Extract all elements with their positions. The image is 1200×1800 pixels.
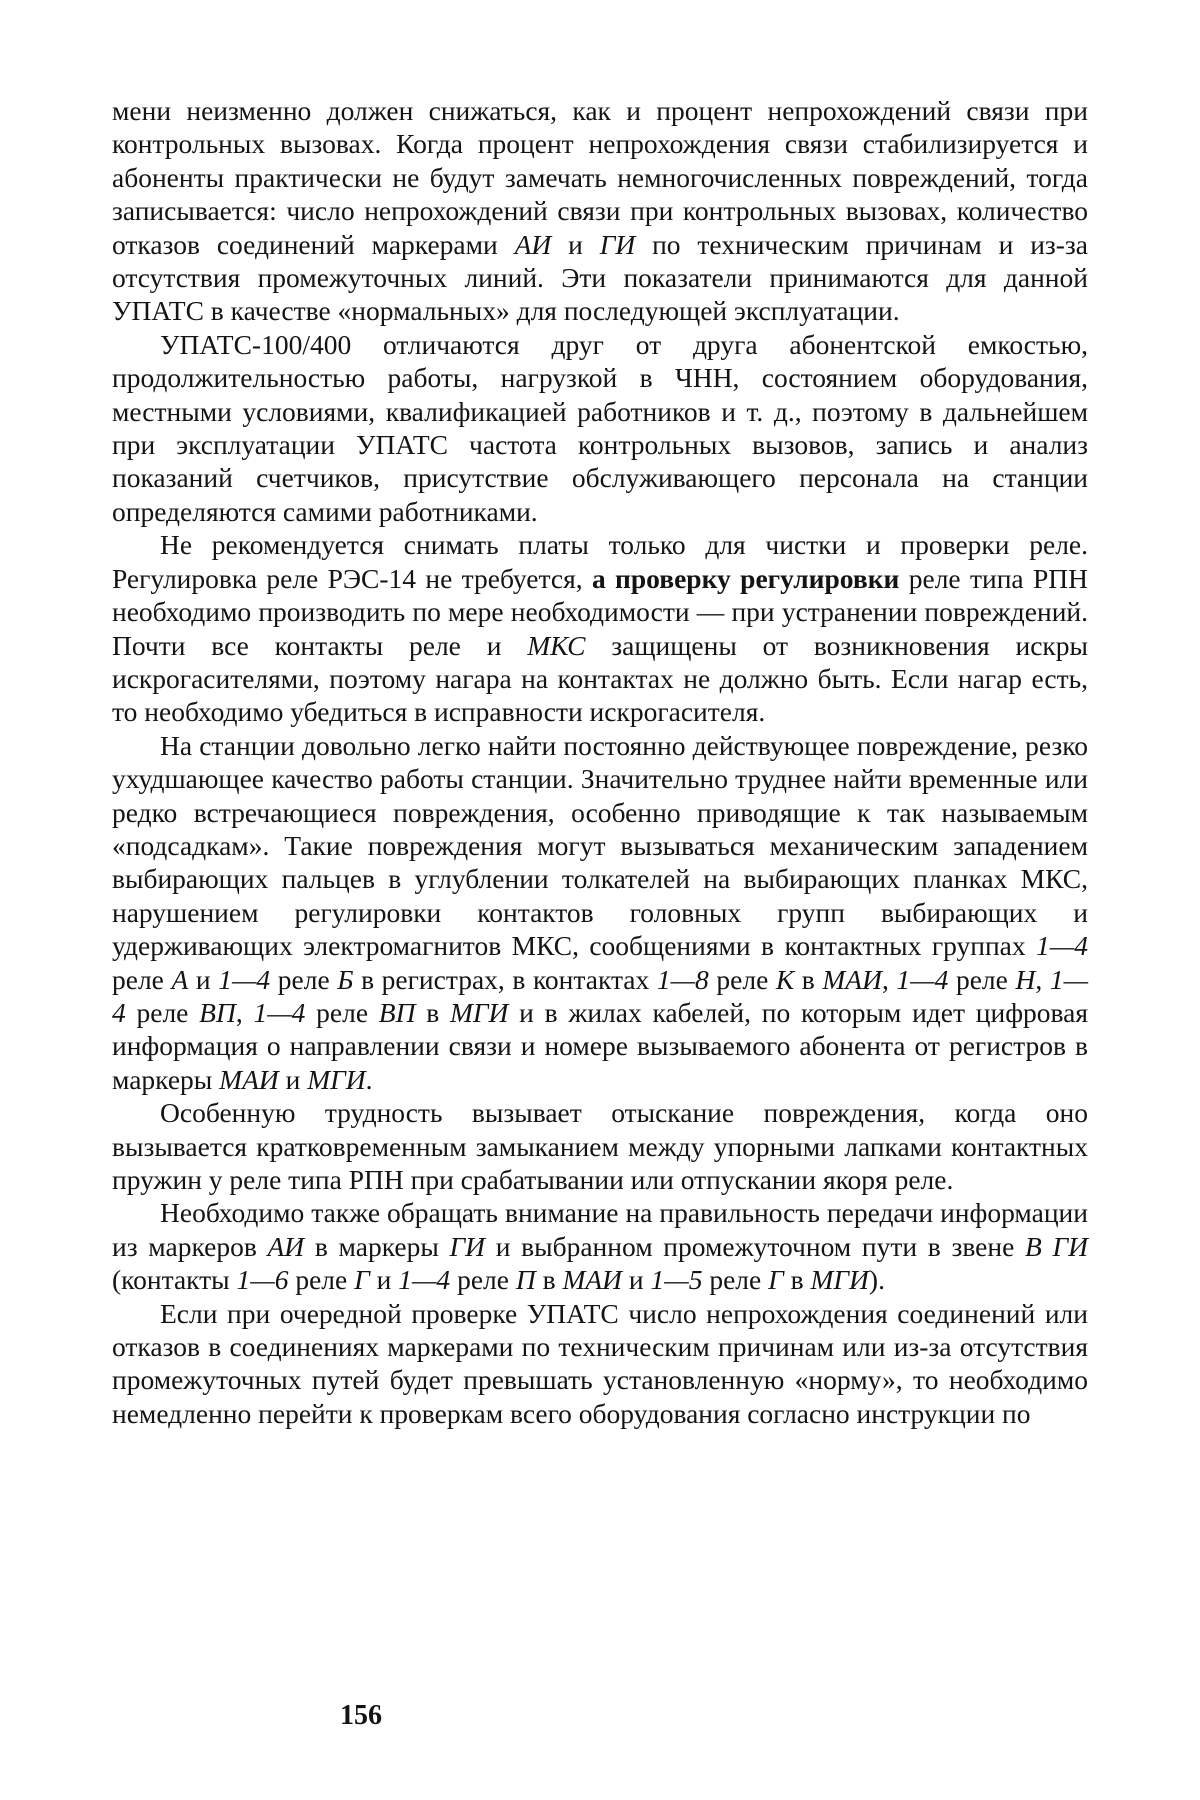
italic-term: ВП [378,996,416,1028]
text-run: реле [288,1264,355,1296]
text-run: реле типа РПН необходимо производить по мере необходимости — при устранении повреждений. Почти все контакты реле и [112,562,1088,661]
italic-term: А [171,963,189,995]
text-run: Особенную трудность вызывает отыскание повреждения, когда оно вызывается кратковременным замыканием между упорными лапками контактных пружин у реле типа РПН при срабатывании или отпускании якоря реле. [112,1097,1088,1195]
text-run: . [365,1063,373,1095]
text-run: , [881,963,897,995]
italic-term: МАИ [562,1264,623,1296]
italic-term: 1—4 [112,963,1089,1028]
italic-term: В ГИ [1024,1230,1088,1262]
body-text [112,94,1088,1430]
italic-term: ГИ [599,228,636,260]
italic-term: К [775,963,795,995]
text-run: и [551,228,600,260]
text-run: реле [450,1264,516,1296]
text-run: и [188,963,219,995]
paragraph-3 [112,528,1088,728]
text-run: Не рекомендуется снимать платы только для чистки и проверки реле. Регулировка реле РЭС-14 не требуется, [112,529,1088,594]
text-run: реле [948,963,1016,995]
text-run: в [415,996,450,1028]
italic-term: МКС [527,629,586,661]
paragraph-2 [112,328,1088,528]
text-run: реле [708,963,776,995]
text-run: На станции довольно легко найти постоянно действующее повреждение, резко ухудшающее качество работы станции. Значительно труднее найти временные или редко встречающиеся повреждения, особенно приводящие к так называемым «подсадкам». Такие повреждения могут вызываться механическим западением выбирающих пальцев в углублении толкателей на выбирающих планках МКС, нарушением регулировки контактов головных групп выбирающих и удерживающих электромагнитов МКС, сообщениями в контактных группах [112,729,1088,962]
italic-term: 1—5 [650,1264,703,1296]
italic-term: 1—6 [236,1264,289,1296]
italic-term: 1—4 [398,1264,451,1296]
text-run: , [1035,963,1050,995]
italic-term: Б [337,963,354,995]
italic-term: ВП [199,996,236,1028]
italic-term: П [515,1264,536,1296]
text-run: в [535,1264,563,1296]
text-run: и [622,1264,651,1296]
text-run: и [278,1063,308,1095]
italic-term: 1—4 [218,963,271,995]
text-run: , [235,996,254,1028]
italic-term: МАИ [219,1063,279,1095]
text-run: Необходимо также обращать внимание на правильность передачи информации из маркеров [112,1197,1088,1262]
text-run: мени неизменно должен снижаться, как и процент непрохождений связи при контрольных вызовах. Когда процент непрохождения связи стабилизируется и абоненты практически не будут замечать немногочисленных повреждений, тогда записывается: число непрохождений связи при контрольных вызовах, количество отказов соединений маркерами [112,95,1088,260]
text-run: защищены от возникновения искры искрогасителями, поэтому нагара на контактах не должно быть. Если нагар есть, то необходимо убедиться в исправности искрогасителя. [112,629,1088,728]
paragraph-5 [112,1096,1088,1196]
paragraph-6 [112,1196,1088,1296]
italic-term: 1—4 [1036,930,1088,962]
bold-phrase: а проверку регулировки [591,562,900,594]
paragraph-7 [112,1297,1088,1431]
italic-term: АИ [514,228,552,260]
text-run: и в жилах кабелей, по которым идет цифровая информация о направлении связи и номере вызываемого абонента от регистров в маркеры [112,996,1088,1095]
text-run: (контакты [112,1264,237,1296]
italic-term: 1—4 [896,963,949,995]
text-run: в маркеры [304,1230,450,1262]
italic-term: МАИ [822,963,882,995]
text-run: и выбранном промежуточном пути в звене [485,1230,1025,1262]
text-run: и [369,1264,399,1296]
text-run: реле [270,963,338,995]
page-number: 156 [340,1700,382,1731]
italic-term: МГИ [449,996,509,1028]
text-run: реле [702,1264,769,1296]
italic-term: МГИ [810,1264,869,1296]
text-run: в [783,1264,811,1296]
italic-term: Н [1015,963,1036,995]
text-run: по техническим причинам и из-за отсутствия промежуточных линий. Эти показатели принимаются для данной УПАТС в качестве «нормальных» для последующей эксплуатации. [112,228,1089,327]
italic-term: ГИ [449,1230,486,1262]
paragraph-1 [112,94,1088,328]
text-run: Если при очередной проверке УПАТС число непрохождения соединений или отказов в соединениях маркерами по техническим причинам или из-за отсутствия промежуточных путей будет превышать установленную «норму», то необходимо немедленно перейти к проверкам всего оборудования согласно инструкции по [112,1297,1088,1429]
italic-term: МГИ [307,1063,366,1095]
text-run: в регистрах, в контактах [353,963,657,995]
paragraph-4 [112,729,1088,1096]
text-run: реле [112,963,172,995]
italic-term: 1—4 [253,996,306,1028]
italic-term: Г [768,1264,784,1296]
italic-term: Г [354,1264,370,1296]
text-run: УПАТС-100/400 отличаются друг от друга абонентской емкостью, продолжительностью работы, нагрузкой в ЧНН, состоянием оборудования, местными условиями, квалификацией работников и т. д., поэтому в дальнейшем при эксплуатации УПАТС частота контрольных вызовов, запись и анализ показаний счетчиков, присутствие обслуживающего персонала на станции определяются самими работниками. [112,328,1088,527]
text-run: реле [125,996,200,1028]
text-run: реле [305,996,379,1028]
italic-term: 1—8 [656,963,709,995]
italic-term: АИ [267,1230,305,1262]
text-run: ). [868,1264,885,1296]
text-run: в [794,963,823,995]
